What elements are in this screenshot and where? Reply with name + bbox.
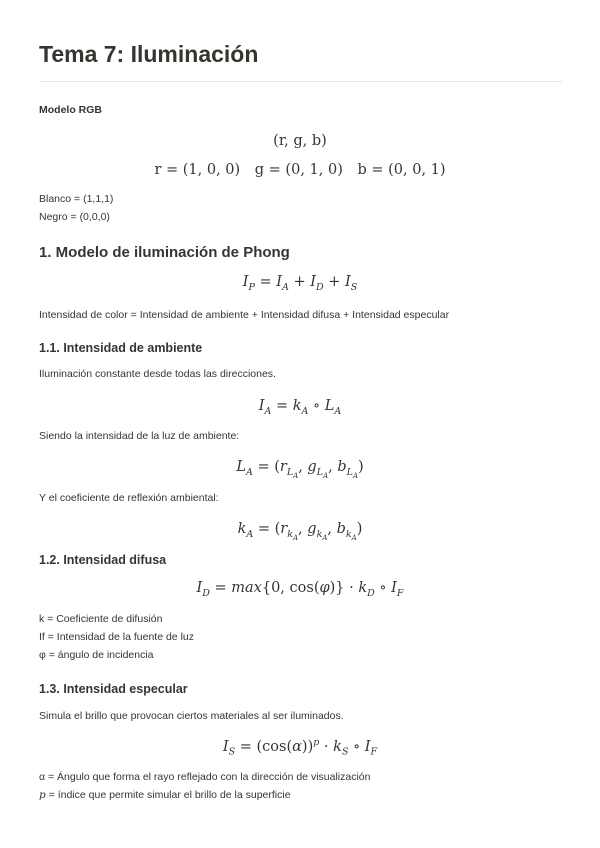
- ambient-text-1: Iluminación constante desde todas las direcciones.: [39, 368, 276, 380]
- specular-equation: $I_S = (\cos(\alpha))^p \cdot k_S$ ∘ $I_F$: [222, 737, 378, 758]
- eq-g: g = (0, 1, 0): [254, 162, 343, 178]
- ambient-equation: $I_A = k_A$ ∘ $L_A$: [258, 398, 342, 417]
- page-title: Tema 7: Iluminación: [39, 41, 259, 67]
- eq-r: r = (1, 0, 0): [154, 162, 241, 178]
- diffuse-def-if: If = Intensidad de la fuente de luz: [39, 631, 194, 643]
- ambient-heading: 1.1. Intensidad de ambiente: [39, 341, 203, 355]
- rgb-tuple-equation: (r, g, b): [273, 133, 327, 149]
- diffuse-equation: $I_D = \max\{0$, $\cos(\varphi)\} \cdot k_D$ ∘ $I_F$: [196, 580, 404, 599]
- ambient-light-equation: $L_A = (r_{L_A}$, $g_{L_A}$, $b_{L_A}$): [236, 459, 364, 480]
- diffuse-heading: 1.2. Intensidad difusa: [39, 553, 167, 567]
- phong-equation: $I_P = I_A + I_D + I_S$: [242, 274, 358, 293]
- specular-text-1: Simula el brillo que provocan ciertos materiales al ser iluminados.: [39, 710, 344, 722]
- phong-description: Intensidad de color = Intensidad de ambiente + Intensidad difusa + Intensidad especular: [39, 309, 450, 321]
- ambient-text-2: Siendo la intensidad de la luz de ambiente:: [39, 430, 240, 442]
- white-definition: Blanco = (1,1,1): [39, 193, 114, 205]
- specular-def-alpha: α = Ángulo que forma el rayo reflejado con la dirección de visualización: [39, 771, 371, 783]
- black-definition: Negro = (0,0,0): [39, 211, 110, 223]
- ambient-text-3: Y el coeficiente de reflexión ambiental:: [39, 492, 219, 504]
- phong-heading: 1. Modelo de iluminación de Phong: [39, 244, 290, 261]
- diffuse-def-k: k = Coeficiente de difusión: [39, 613, 163, 625]
- rgb-heading: Modelo RGB: [39, 104, 102, 116]
- diffuse-def-phi: φ = ángulo de incidencia: [39, 649, 154, 661]
- eq-b: b = (0, 0, 1): [357, 162, 446, 178]
- title-divider: [39, 81, 562, 82]
- p-definition-text: = índice que permite simular el brillo de la superficie: [45, 789, 291, 801]
- max-function: max: [231, 580, 262, 596]
- specular-def-p: [39, 789, 291, 801]
- ambient-coefficient-equation: $k_A = (r_{k_A}$, $g_{k_A}$, $b_{k_A}$): [237, 521, 363, 542]
- p-variable: p: [39, 789, 46, 801]
- rgb-values-equation: [0, 162, 600, 178]
- specular-heading: 1.3. Intensidad especular: [39, 682, 188, 696]
